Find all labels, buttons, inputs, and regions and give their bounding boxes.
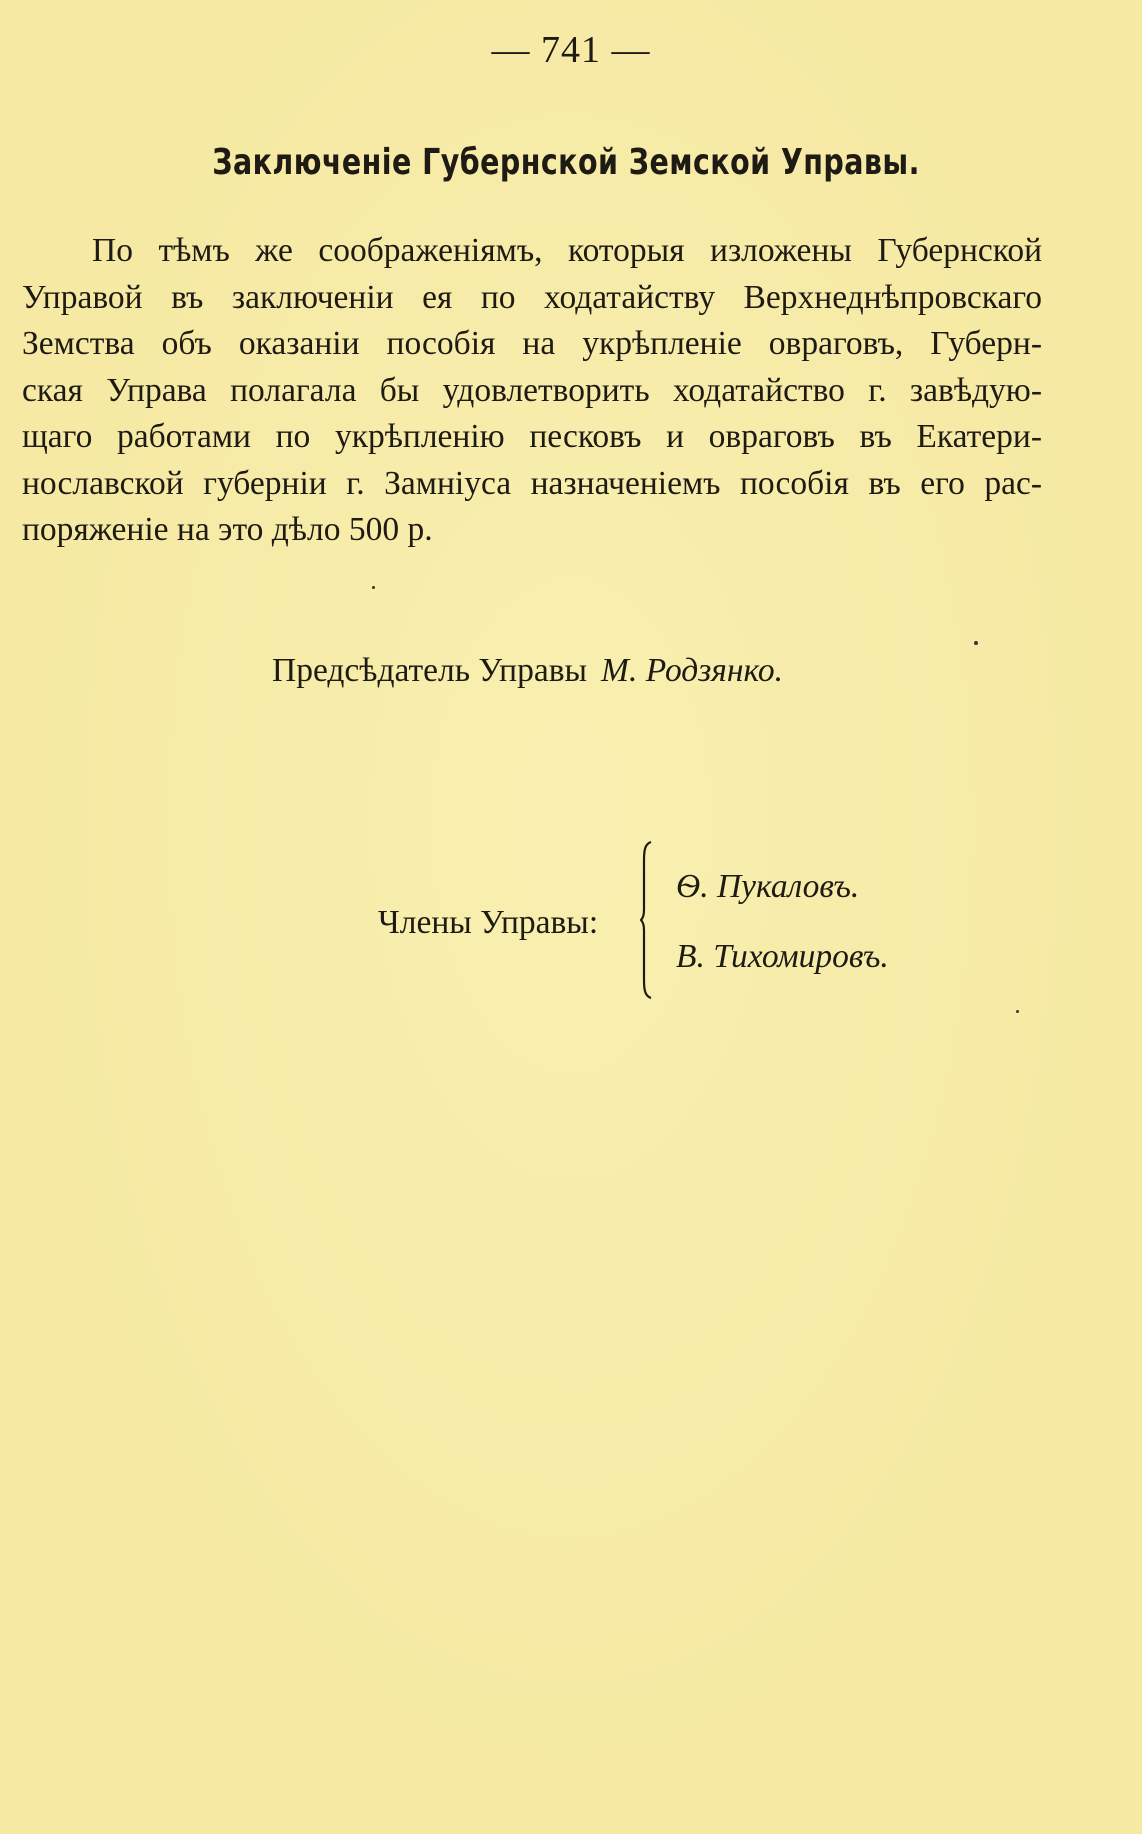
paragraph-line: По тѣмъ же соображеніямъ, которыя изложены Губернской [92, 232, 1042, 269]
paragraph-line: ская Управа полагала бы удовлетворить ходатайство г. завѣдую- [22, 371, 1042, 409]
ink-speck [1016, 1010, 1019, 1013]
paragraph-line: Земства объ оказаніи пособія на укрѣпленіе овраговъ, Губерн- [22, 325, 1042, 362]
chairman-signature-line [272, 652, 783, 690]
chairman-signature: М. Родзянко. [601, 652, 783, 689]
paragraph-line: щаго работами по укрѣпленію песковъ и овраговъ въ Екатери- [22, 418, 1042, 455]
member-signature: Ѳ. Пукаловъ. [676, 868, 860, 905]
ink-speck [974, 641, 978, 645]
main-paragraph [22, 228, 1042, 554]
paragraph-line: нославской губерніи г. Замніуса назначеніемъ пособія въ его рас- [22, 464, 1042, 502]
paragraph-line: Управой въ заключеніи ея по ходатайству Верхнеднѣпровскаго [22, 278, 1042, 316]
member-signature: В. Тихомировъ. [676, 938, 889, 975]
curly-brace [640, 840, 654, 1000]
paragraph-line: поряженіе на это дѣло 500 р. [22, 511, 433, 548]
ink-speck [372, 586, 375, 589]
members-label: Члены Управы: [378, 904, 599, 941]
chairman-label: Предсѣдатель Управы [272, 652, 588, 689]
page-number: — 741 — [491, 29, 651, 71]
section-heading: Заключеніе Губернской Земской Управы. [212, 142, 920, 183]
